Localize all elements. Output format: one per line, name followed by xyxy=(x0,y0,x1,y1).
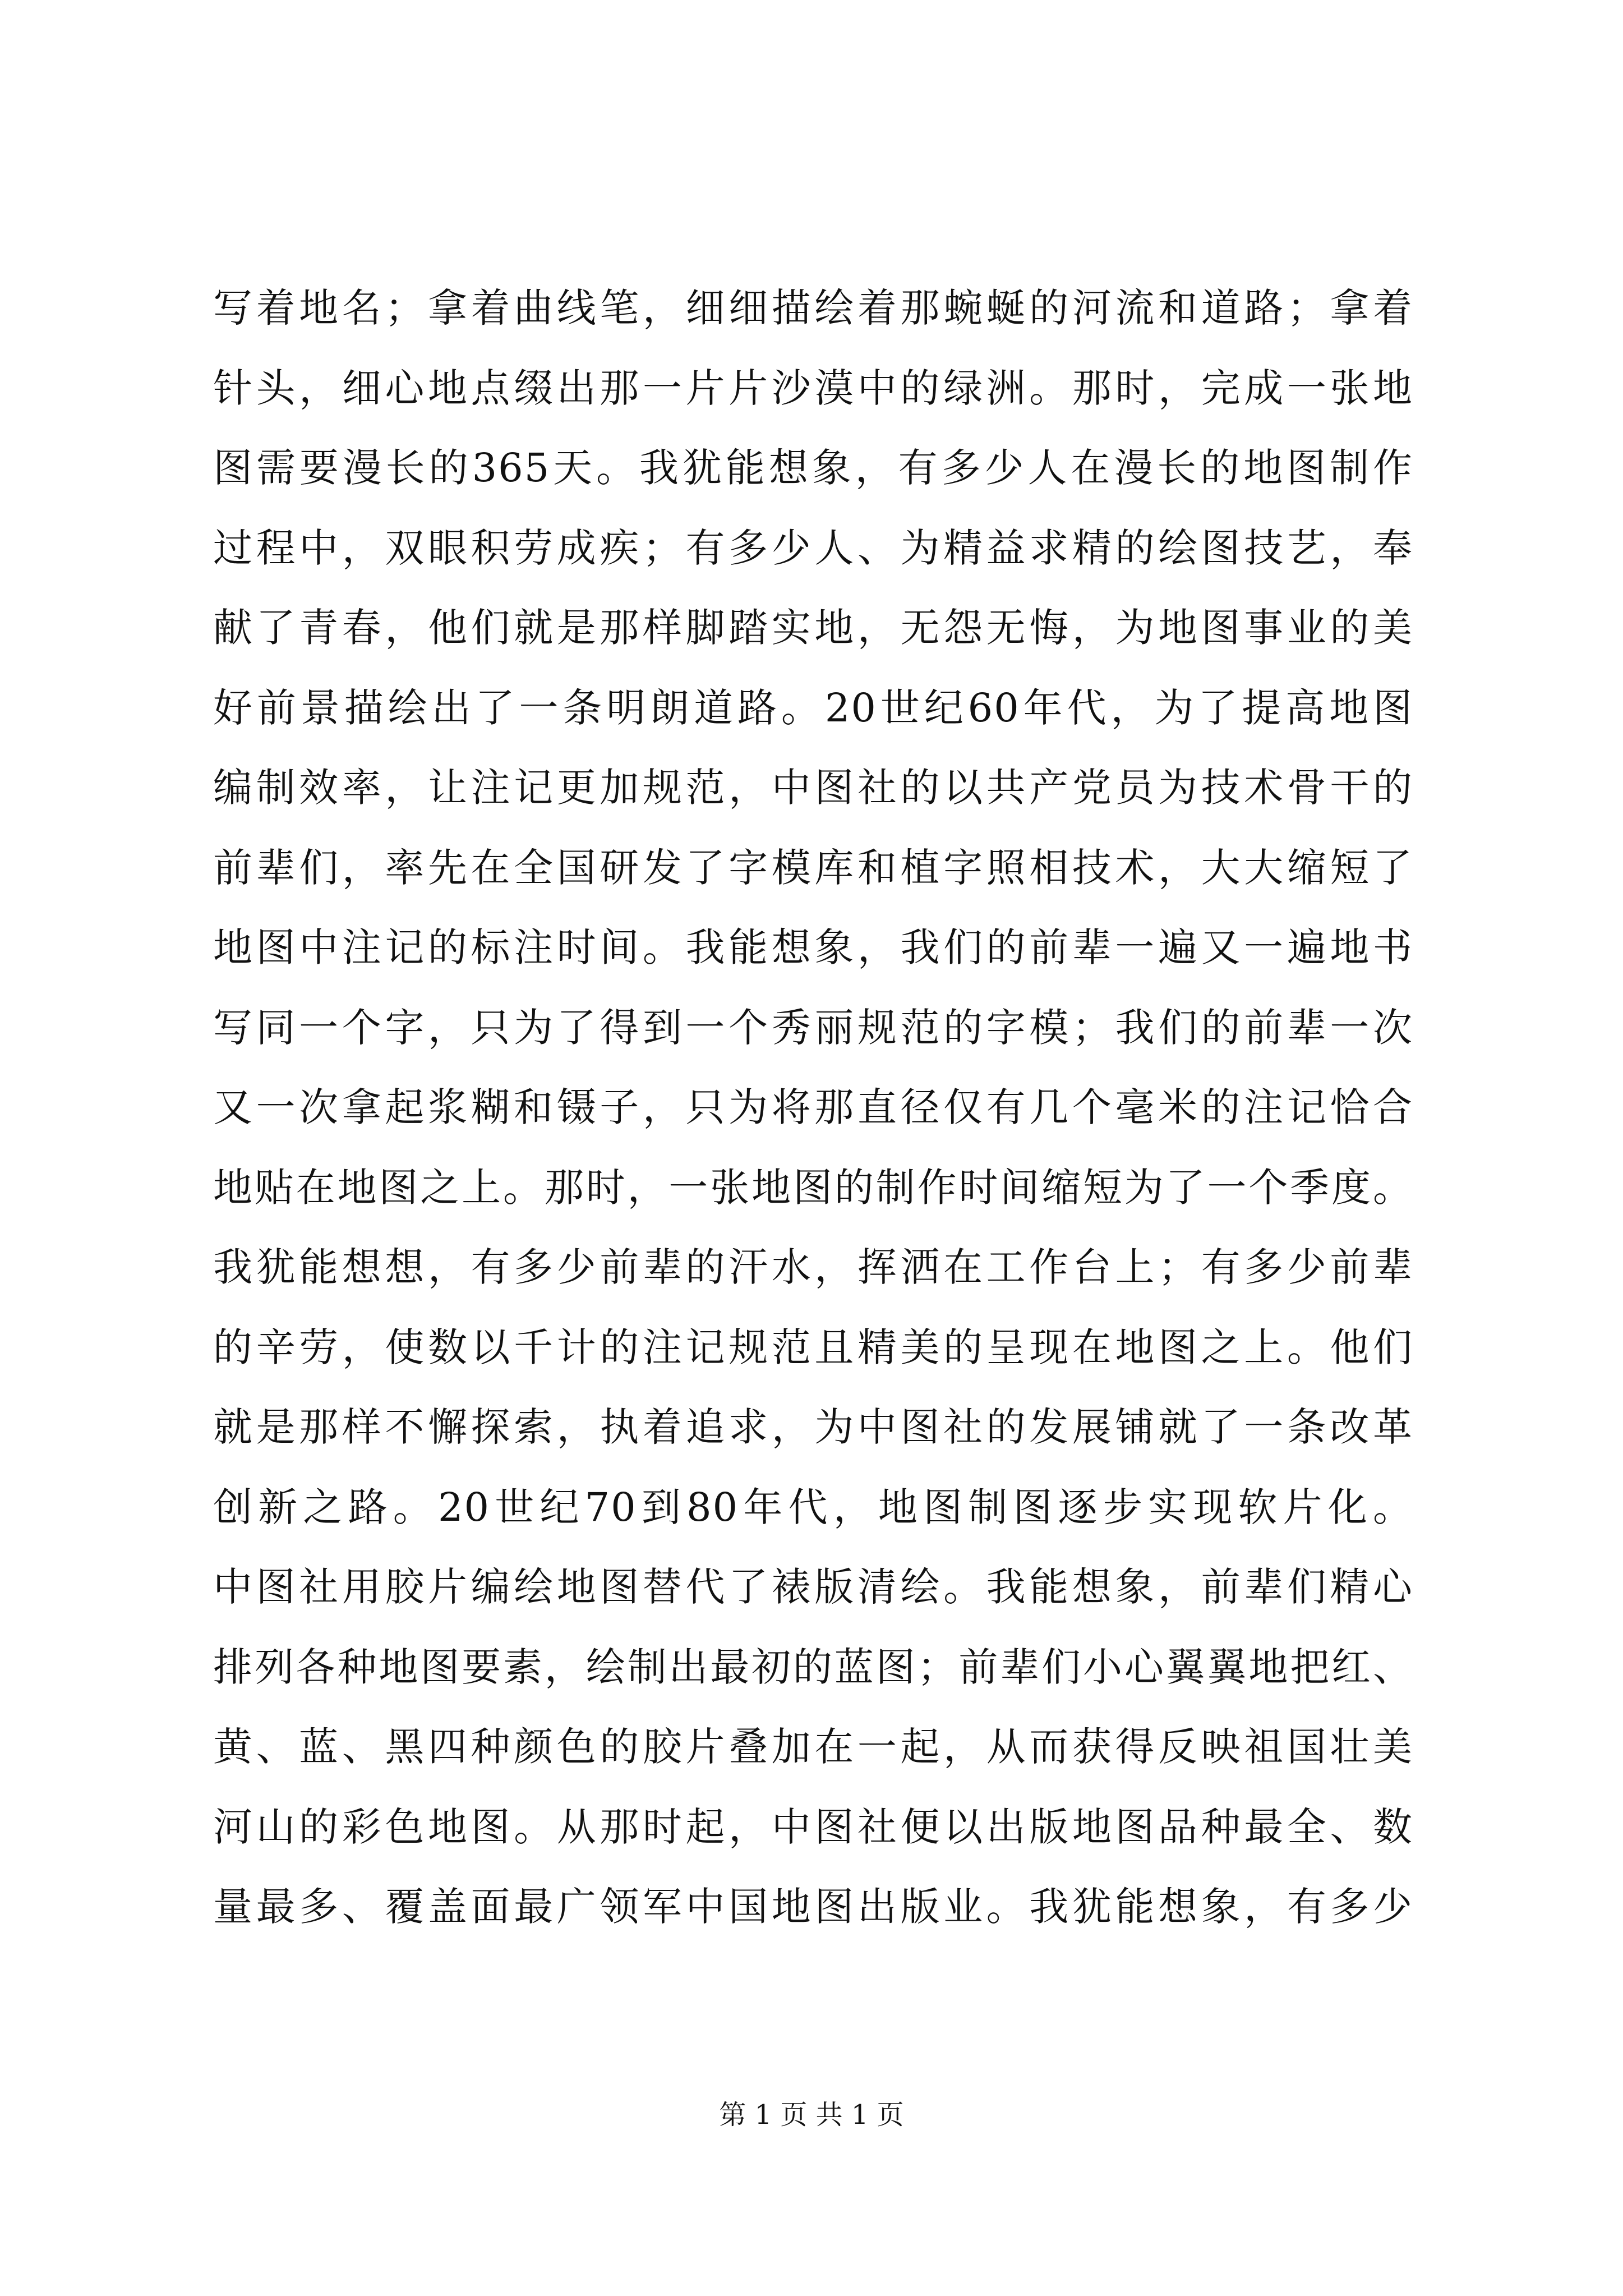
text-line: 我犹能想想，有多少前辈的汗水，挥洒在工作台上；有多少前辈 xyxy=(213,1244,1413,1290)
text-line: 的辛劳，使数以千计的注记规范且精美的呈现在地图之上。他们 xyxy=(213,1324,1413,1370)
page-footer: 第 1 页 共 1 页 xyxy=(719,2099,904,2131)
text-line: 又一次拿起浆糊和镊子，只为将那直径仅有几个毫米的注记恰合 xyxy=(213,1084,1413,1130)
text-line: 写同一个字，只为了得到一个秀丽规范的字模；我们的前辈一次 xyxy=(213,1004,1413,1051)
text-line: 好前景描绘出了一条明朗道路。20世纪60年代，为了提高地图 xyxy=(213,684,1413,731)
text-line: 中图社用胶片编绘地图替代了裱版清绘。我能想象，前辈们精心 xyxy=(213,1564,1413,1610)
text-line: 地图中注记的标注时间。我能想象，我们的前辈一遍又一遍地书 xyxy=(213,924,1413,970)
text-line: 就是那样不懈探索，执着追求，为中图社的发展铺就了一条改革 xyxy=(213,1404,1413,1450)
text-line: 针头，细心地点缀出那一片片沙漠中的绿洲。那时，完成一张地 xyxy=(213,365,1413,411)
text-line: 量最多、覆盖面最广领军中国地图出版业。我犹能想象，有多少 xyxy=(213,1884,1413,1930)
text-line: 前辈们，率先在全国研发了字模库和植字照相技术，大大缩短了 xyxy=(213,844,1413,891)
text-line: 地贴在地图之上。那时，一张地图的制作时间缩短为了一个季度。 xyxy=(213,1164,1413,1211)
text-line: 写着地名；拿着曲线笔，细细描绘着那蜿蜒的河流和道路；拿着 xyxy=(213,285,1413,331)
text-line: 河山的彩色地图。从那时起，中图社便以出版地图品种最全、数 xyxy=(213,1803,1413,1850)
text-line: 黄、蓝、黑四种颜色的胶片叠加在一起，从而获得反映祖国壮美 xyxy=(213,1724,1413,1770)
body-text xyxy=(213,268,1413,1947)
text-line: 过程中，双眼积劳成疾；有多少人、为精益求精的绘图技艺，奉 xyxy=(213,524,1413,571)
text-line: 图需要漫长的365天。我犹能想象，有多少人在漫长的地图制作 xyxy=(213,445,1413,491)
text-line: 创新之路。20世纪70到80年代，地图制图逐步实现软片化。 xyxy=(213,1484,1413,1530)
text-line: 排列各种地图要素，绘制出最初的蓝图；前辈们小心翼翼地把红、 xyxy=(213,1644,1413,1690)
text-line: 献了青春，他们就是那样脚踏实地，无怨无悔，为地图事业的美 xyxy=(213,605,1413,651)
text-line: 编制效率，让注记更加规范，中图社的以共产党员为技术骨干的 xyxy=(213,765,1413,811)
